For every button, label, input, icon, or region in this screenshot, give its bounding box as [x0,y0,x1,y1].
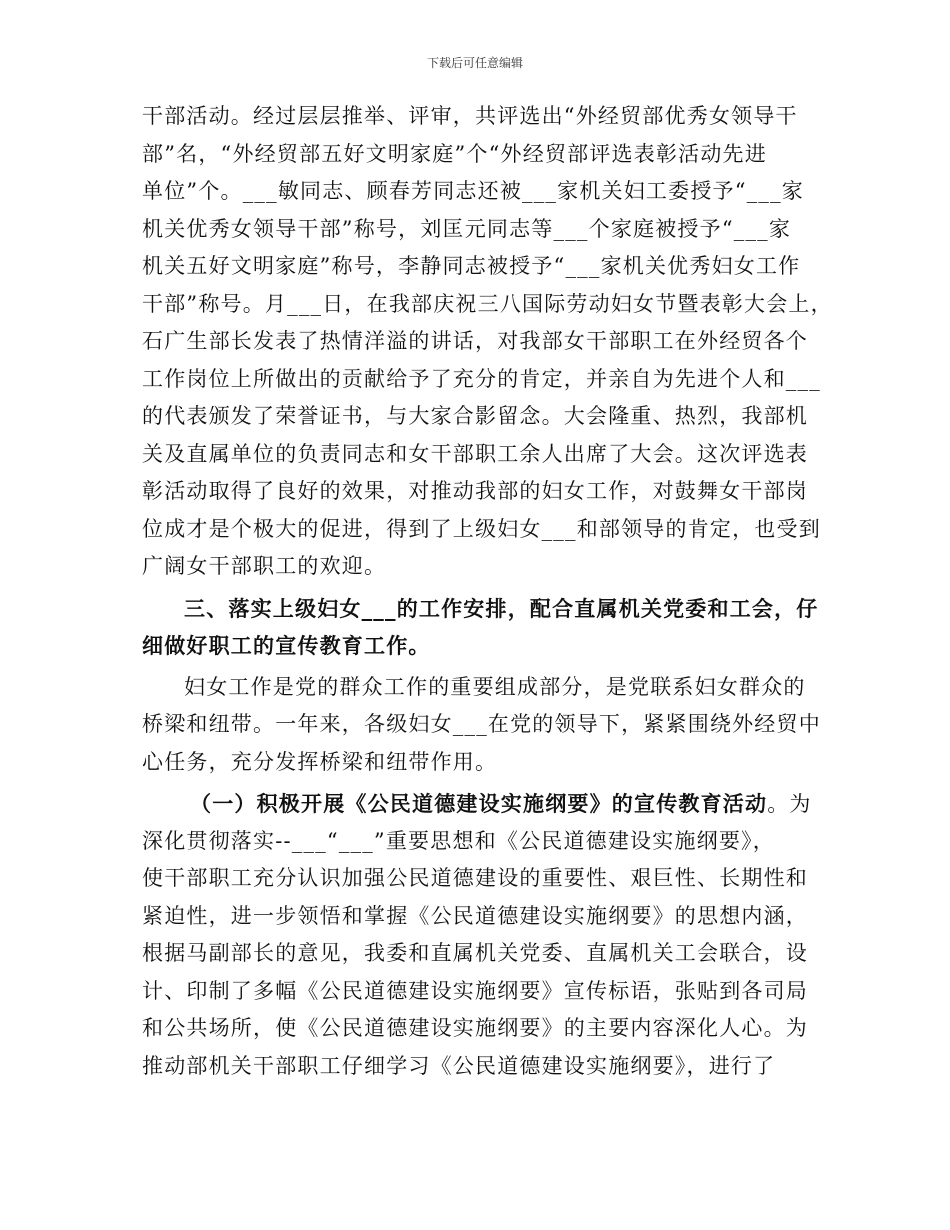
body-line: 紧迫性，进一步领悟和掌握《公民道德建设实施纲要》的思想内涵， [142,903,808,928]
document-body [142,98,833,1085]
subsection-heading: （一）积极开展《公民道德建设实施纲要》的宣传教育活动 [190,791,768,816]
body-line: 深化贯彻落实--___“___”重要思想和《公民道德建设实施纲要》， [142,828,775,853]
body-line: 干部”称号。月___日，在我部庆祝三八国际劳动妇女节暨表彰大会上， [142,291,833,316]
body-line: 和公共场所，使《公民道德建设实施纲要》的主要内容深化人心。为 [142,1016,808,1040]
body-line: 桥梁和纽带。一年来，各级妇女___在党的领导下，紧紧围绕外经贸中 [142,712,821,736]
page-header: 下载后可任意编辑 [426,56,523,70]
body-line: 的代表颁发了荣誉证书，与大家合影留念。大会隆重、热烈，我部机 [142,404,808,428]
body-line: 计、印制了多幅《公民道德建设实施纲要》宣传标语，张贴到各司局 [142,978,808,1003]
body-line: 使干部职工充分认识加强公民道德建设的重要性、艰巨性、长期性和 [142,866,808,890]
body-line: 广阔女干部职工的欢迎。 [142,554,387,578]
body-line: 关及直属单位的负责同志和女干部职工余人出席了大会。这次评选表 [142,441,808,466]
body-line: 机关五好文明家庭”称号，李静同志被授予“___家机关优秀妇女工作 [142,254,801,278]
body-line: 推动部机关干部职工仔细学习《公民道德建设实施纲要》，进行了 [142,1053,776,1078]
subsection-line [142,785,814,823]
body-line: 单位”个。___敏同志、顾春芳同志还被___家机关妇工委授予“___家 [142,179,804,203]
body-line: 部”名，“外经贸部五好文明家庭”个“外经贸部评选表彰活动先进 [142,141,767,166]
body-line: 妇女工作是党的群众工作的重要组成部分，是党联系妇女群众的 [184,674,806,699]
body-line: 干部活动。经过层层推举、评审，共评选出“外经贸部优秀女领导干 [142,104,798,128]
body-line: 工作岗位上所做出的贡献给予了充分的肯定，并亲自为先进个人和___ [142,366,821,391]
section-heading-line: 细做好职工的宣传教育工作。 [142,633,431,658]
section-heading-line: 三、落实上级妇女___的工作安排，配合直属机关党委和工会，仔 [184,595,819,621]
body-line: 位成才是个极大的促进，得到了上级妇女___和部领导的肯定，也受到 [142,516,821,541]
body-line: 石广生部长发表了热情洋溢的讲话，对我部女干部职工在外经贸各个 [142,329,808,353]
body-line: 根据马副部长的意见，我委和直属机关党委、直属机关工会联合，设 [142,941,808,965]
subsection-tail: 。为 [767,792,812,816]
body-line: 机关优秀女领导干部”称号，刘匡元同志等___个家庭被授予“___家 [142,216,792,241]
body-line: 彰活动取得了良好的效果，对推动我部的妇女工作，对鼓舞女干部岗 [142,479,808,503]
body-line: 心任务，充分发挥桥梁和纽带作用。 [142,749,498,774]
